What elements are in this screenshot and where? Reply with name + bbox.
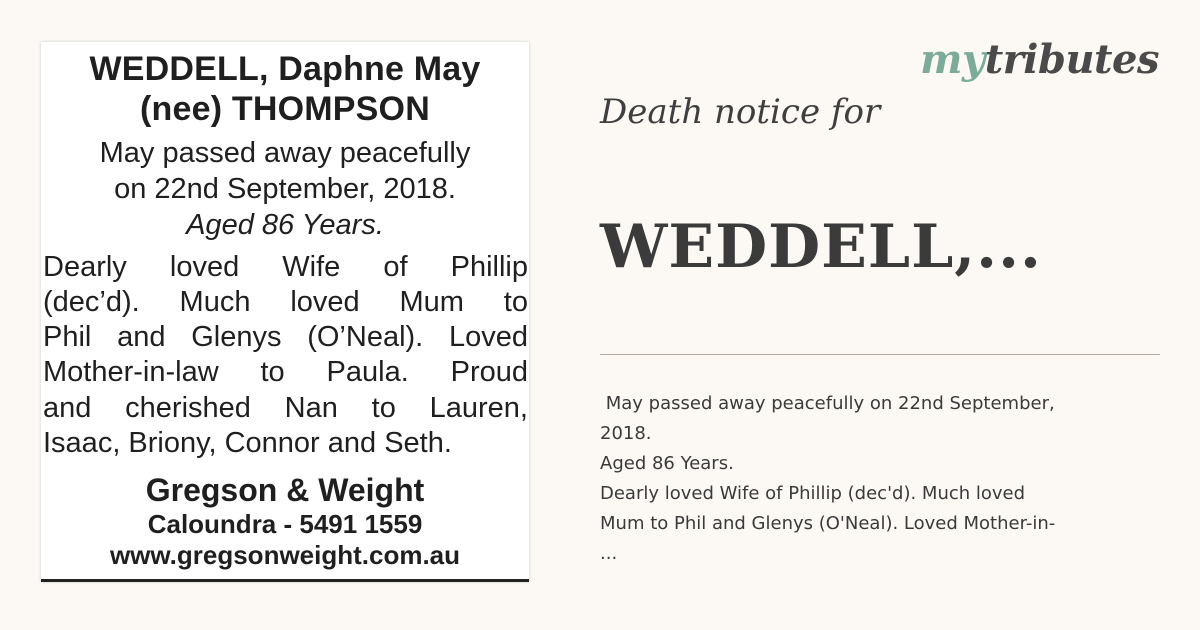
notice-body-line: (dec’d). Much loved Mum to bbox=[43, 286, 528, 318]
notice-name-line1: WEDDELL, Daphne May bbox=[89, 50, 481, 88]
notice-date-line: on 22nd September, 2018. bbox=[114, 173, 456, 205]
notice-body-line: Isaac, Briony, Connor and Seth. bbox=[43, 427, 452, 459]
summary-line: 2018. bbox=[600, 423, 652, 444]
summary-line: May passed away peacefully on 22nd September, bbox=[600, 393, 1055, 414]
mytributes-logo[interactable] bbox=[920, 36, 1159, 83]
funeral-director-name: Gregson & Weight bbox=[145, 472, 425, 508]
page-heading: Death notice for bbox=[600, 92, 881, 132]
summary-line: Dearly loved Wife of Phillip (dec'd). Much loved bbox=[600, 483, 1026, 504]
logo-part-my: my bbox=[920, 36, 985, 83]
notice-body-line: Phil and Glenys (O’Neal). Loved bbox=[43, 321, 528, 353]
notice-age-line: Aged 86 Years. bbox=[186, 209, 384, 241]
notice-body-line: Dearly loved Wife of Phillip bbox=[43, 251, 528, 283]
notice-name-line2: (nee) THOMPSON bbox=[140, 90, 430, 128]
deceased-name: WEDDELL,... bbox=[600, 212, 1042, 282]
notice-body-line: Mother-in-law to Paula. Proud bbox=[43, 356, 528, 388]
summary-line: Mum to Phil and Glenys (O'Neal). Loved Mother-in- bbox=[600, 513, 1056, 534]
notice-passing-line: May passed away peacefully bbox=[99, 137, 471, 169]
logo-part-tributes: tributes bbox=[984, 36, 1159, 83]
summary-line: Aged 86 Years. bbox=[600, 453, 734, 474]
death-notice-image bbox=[41, 42, 529, 582]
funeral-director-phone: Caloundra - 5491 1559 bbox=[147, 509, 423, 539]
divider bbox=[600, 354, 1160, 355]
summary-ellipsis: ... bbox=[600, 543, 618, 564]
notice-summary bbox=[600, 389, 1120, 569]
notice-body-line: and cherished Nan to Lauren, bbox=[43, 392, 528, 424]
funeral-director-website: www.gregsonweight.com.au bbox=[109, 540, 461, 570]
